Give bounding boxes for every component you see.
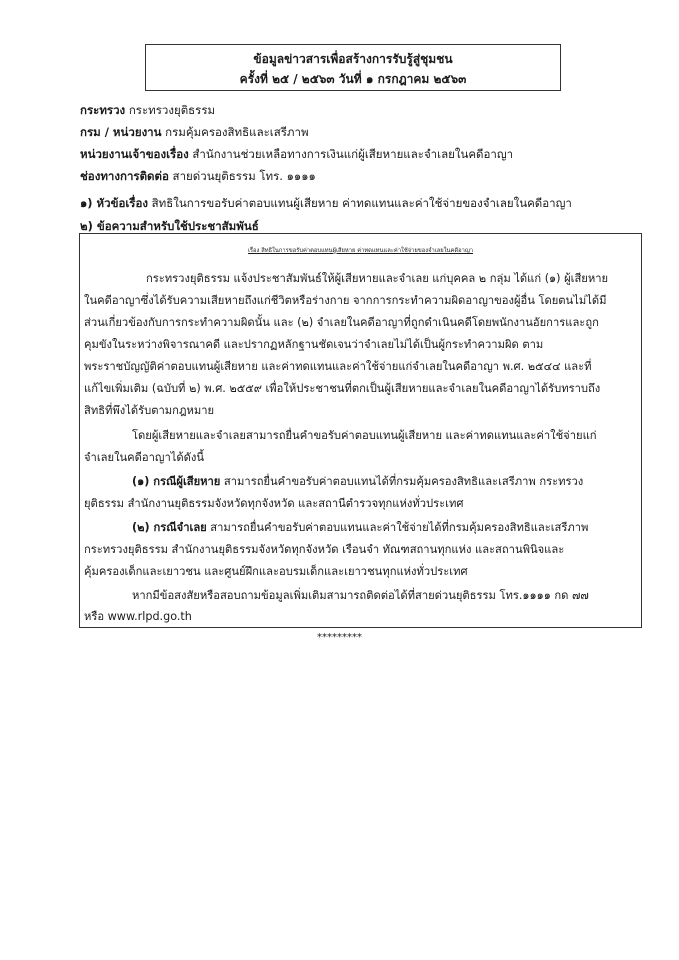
p1-line: แก้ไขเพิ่มเติม (ฉบับที่ ๒) พ.ศ. ๒๕๕๙ เพื่อให้ประชาชนที่ตกเป็นผู้เสียหายและจำเลยในคดีอาญาได้รับทราบถึง bbox=[84, 382, 601, 395]
header-box bbox=[145, 44, 561, 91]
p1-line: ในคดีอาญาซึ่งได้รับความเสียหายถึงแก่ชีวิตหรือร่างกาย จากการกระทำความผิดอาญาของผู้อื่น โดยตนไม่ได้มี bbox=[84, 294, 607, 307]
p2-line: โดยผู้เสียหายและจำเลยสามารถยื่นคำขอรับค่าตอบแทนผู้เสียหาย และค่าทดแทนและค่าใช้จ่ายแก่ bbox=[132, 429, 597, 442]
p1-line: ส่วนเกี่ยวข้องกับการกระทำความผิดนั้น และ (๒) จำเลยในคดีอาญาที่ถูกดำเนินคดีโดยพนักงานอัยการและถูก bbox=[84, 316, 599, 329]
department-label: กรม / หน่วยงาน bbox=[80, 125, 162, 139]
defendant-case-label: (๒) กรณีจำเลย bbox=[132, 521, 207, 534]
department-line bbox=[80, 124, 309, 140]
contact-line bbox=[80, 168, 316, 184]
contact-label: ช่องทางการติดต่อ bbox=[80, 169, 169, 183]
p3-line: ยุติธรรม สำนักงานยุติธรรมจังหวัดทุกจังหวัด และสถานีตำรวจทุกแห่งทั่วประเทศ bbox=[84, 497, 464, 510]
p1-line: กระทรวงยุติธรรม แจ้งประชาสัมพันธ์ให้ผู้เสียหายและจำเลย แก่บุคคล ๒ กลุ่ม ได้แก่ (๑) ผู้เสียหาย bbox=[146, 272, 609, 285]
p1-line: พระราชบัญญัติค่าตอบแทนผู้เสียหาย และค่าทดแทนและค่าใช้จ่ายแก่จำเลยในคดีอาญา พ.ศ. ๒๕๔๔ และที่ bbox=[84, 360, 592, 373]
press-release-title: เรื่อง สิทธิในการขอรับค่าตอบแทนผู้เสียหาย ค่าทดแทนและค่าใช้จ่ายของจำเลยในคดีอาญา bbox=[247, 248, 474, 254]
issue-info: ครั้งที่ ๒๕ / ๒๕๖๓ วันที่ ๑ กรกฎาคม ๒๕๖๓ bbox=[239, 72, 467, 86]
ministry-line bbox=[80, 102, 215, 118]
owner-value: สำนักงานช่วยเหลือทางการเงินแก่ผู้เสียหายและจำเลยในคดีอาญา bbox=[192, 147, 514, 161]
owner-line bbox=[80, 146, 513, 162]
end-marker: ********* bbox=[317, 632, 362, 643]
press-release-box bbox=[79, 233, 642, 628]
p4-line: กระทรวงยุติธรรม สำนักงานยุติธรรมจังหวัดทุกจังหวัด เรือนจำ ทัณฑสถานทุกแห่ง และสถานพินิจและ bbox=[84, 543, 565, 556]
p1-line: สิทธิที่พึงได้รับตามกฎหมาย bbox=[84, 404, 215, 417]
p5-line: หรือ www.rlpd.go.th bbox=[84, 610, 192, 623]
p3-line: (๑) กรณีผู้เสียหาย สามารถยื่นคำขอรับค่าตอบแทนได้ที่กรมคุ้มครองสิทธิและเสรีภาพ กระทรวง bbox=[132, 475, 584, 488]
contact-value: สายด่วนยุติธรรม โทร. ๑๑๑๑ bbox=[172, 169, 316, 183]
p2-line: จำเลยในคดีอาญาได้ดังนี้ bbox=[84, 451, 205, 464]
section-1-label: ๑) หัวข้อเรื่อง bbox=[80, 196, 148, 210]
ministry-value: กระทรวงยุติธรรม bbox=[128, 103, 216, 117]
section-2-label: ๒) ข้อความสำหรับใช้ประชาสัมพันธ์ bbox=[80, 219, 259, 233]
section-1-value: สิทธิในการขอรับค่าตอบแทนผู้เสียหาย ค่าทดแทนและค่าใช้จ่ายของจำเลยในคดีอาญา bbox=[151, 196, 572, 210]
victim-case-label: (๑) กรณีผู้เสียหาย bbox=[132, 475, 221, 488]
section-1 bbox=[80, 195, 572, 211]
section-2 bbox=[80, 218, 259, 234]
p1-line: คุมขังในระหว่างพิจารณาคดี และปรากฏหลักฐานชัดเจนว่าจำเลยไม่ได้เป็นผู้กระทำความผิด ตาม bbox=[84, 338, 544, 351]
p5-line: หากมีข้อสงสัยหรือสอบถามข้อมูลเพิ่มเติมสามารถติดต่อได้ที่สายด่วนยุติธรรม โทร.๑๑๑๑ กด ๗๗ bbox=[132, 589, 589, 602]
document-title: ข้อมูลข่าวสารเพื่อสร้างการรับรู้สู่ชุมชน bbox=[253, 52, 453, 66]
owner-label: หน่วยงานเจ้าของเรื่อง bbox=[80, 147, 189, 161]
ministry-label: กระทรวง bbox=[80, 103, 126, 117]
department-value: กรมคุ้มครองสิทธิและเสรีภาพ bbox=[165, 125, 309, 139]
p4-line: คุ้มครองเด็กและเยาวชน และศูนย์ฝึกและอบรมเด็กและเยาวชนทุกแห่งทั่วประเทศ bbox=[84, 565, 468, 578]
p4-line: (๒) กรณีจำเลย สามารถยื่นคำขอรับค่าตอบแทนและค่าใช้จ่ายได้ที่กรมคุ้มครองสิทธิและเสรีภาพ bbox=[132, 521, 589, 534]
